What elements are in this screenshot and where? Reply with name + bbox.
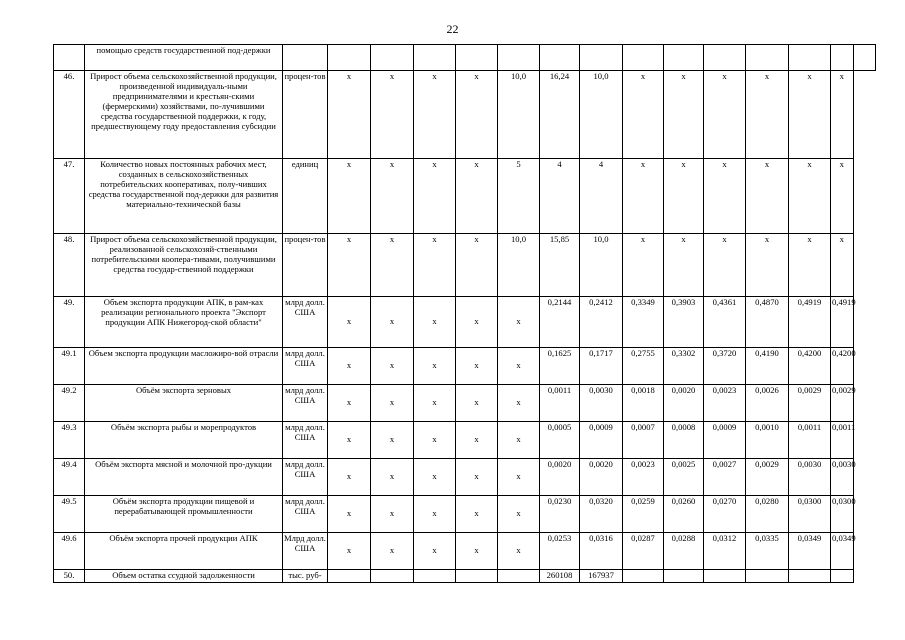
value-cell: х (414, 533, 456, 570)
indicator-name-cell: Объем экспорта продукции масложиро-вой отрасли (85, 348, 283, 385)
unit-cell: процен-тов (283, 234, 328, 297)
page-number: 22 (446, 22, 459, 36)
value-cell: 0,0027 (704, 459, 746, 496)
value-cell: 10,0 (580, 71, 623, 159)
value-cell: 0,0029 (789, 385, 831, 422)
row-number-cell: 50. (54, 570, 85, 583)
value-cell: 0,0020 (540, 459, 580, 496)
value-cell: 0,0287 (623, 533, 664, 570)
value-cell: 0,0280 (746, 496, 789, 533)
value-cell: 0,4361 (704, 297, 746, 348)
value-cell: х (831, 159, 854, 234)
unit-cell (283, 45, 328, 71)
value-cell: х (746, 234, 789, 297)
value-cell: 0,0029 (831, 385, 854, 422)
value-cell (664, 45, 704, 71)
value-cell: 0,0300 (831, 496, 854, 533)
value-cell: 0,4919 (831, 297, 854, 348)
value-cell: 0,3302 (664, 348, 704, 385)
value-cell: х (831, 71, 854, 159)
value-cell: х (498, 297, 540, 348)
value-cell (498, 570, 540, 583)
indicator-name-cell: Объем экспорта продукции АПК, в рам-ках реализации регионального проекта "Экспорт продукции АПК Нижегород-ской области" (85, 297, 283, 348)
value-cell: 15,85 (540, 234, 580, 297)
value-cell: х (789, 71, 831, 159)
indicator-name-cell: Объём экспорта прочей продукции АПК (85, 533, 283, 570)
value-cell (831, 570, 854, 583)
value-cell: 0,2144 (540, 297, 580, 348)
value-cell: х (371, 496, 414, 533)
value-cell: 0,4190 (746, 348, 789, 385)
value-cell: 4 (540, 159, 580, 234)
value-cell: 0,0349 (789, 533, 831, 570)
value-cell: х (456, 385, 498, 422)
value-cell (456, 570, 498, 583)
value-cell: 16,24 (540, 71, 580, 159)
row-number-cell: 49.1 (54, 348, 85, 385)
value-cell: х (414, 297, 456, 348)
table-row (54, 422, 876, 459)
value-cell: 0,2755 (623, 348, 664, 385)
value-cell: х (498, 533, 540, 570)
value-cell (371, 45, 414, 71)
value-cell: х (456, 348, 498, 385)
value-cell: 0,3720 (704, 348, 746, 385)
unit-cell: млрд долл. США (283, 459, 328, 496)
row-number-cell: 49.2 (54, 385, 85, 422)
row-number-cell: 48. (54, 234, 85, 297)
unit-cell: тыс. руб- (283, 570, 328, 583)
value-cell (328, 45, 371, 71)
value-cell (853, 45, 876, 71)
value-cell: х (414, 496, 456, 533)
value-cell: 0,0009 (580, 422, 623, 459)
table-row (54, 159, 876, 234)
value-cell: х (456, 496, 498, 533)
value-cell: 0,0023 (704, 385, 746, 422)
indicator-name-cell: Прирост объема сельскохозяйственной продукции, произведенной индивидуаль-ными предпринимателями и крестьян-скими (фермерскими) хозяйствами, по-лучившими средства государственной поддержки, к году, предшествующему году предоставления субсидии (85, 71, 283, 159)
value-cell: 10,0 (498, 234, 540, 297)
value-cell: х (789, 234, 831, 297)
table-row (54, 71, 876, 159)
value-cell: х (456, 159, 498, 234)
value-cell: х (456, 71, 498, 159)
value-cell: х (414, 159, 456, 234)
value-cell: х (371, 234, 414, 297)
value-cell: х (371, 71, 414, 159)
value-cell: 0,0349 (831, 533, 854, 570)
value-cell: х (746, 159, 789, 234)
table-row (54, 297, 876, 348)
indicator-name-cell: Объём экспорта продукции пищевой и перерабатывающей промышленности (85, 496, 283, 533)
value-cell: 0,0011 (540, 385, 580, 422)
row-number-cell: 49.5 (54, 496, 85, 533)
value-cell: 0,0008 (664, 422, 704, 459)
table-row (54, 496, 876, 533)
value-cell: х (414, 234, 456, 297)
value-cell: 0,3349 (623, 297, 664, 348)
value-cell: 0,0026 (746, 385, 789, 422)
value-cell: х (456, 533, 498, 570)
value-cell: х (623, 159, 664, 234)
unit-cell: млрд долл. США (283, 422, 328, 459)
value-cell: х (498, 459, 540, 496)
row-number-cell: 49. (54, 297, 85, 348)
value-cell: 0,0011 (831, 422, 854, 459)
row-number-cell: 49.4 (54, 459, 85, 496)
value-cell: 167937 (580, 570, 623, 583)
value-cell: х (456, 234, 498, 297)
indicator-name-cell: Объем остатка ссудной задолженности (85, 570, 283, 583)
value-cell (704, 45, 746, 71)
value-cell: х (328, 533, 371, 570)
value-cell: 0,0025 (664, 459, 704, 496)
table-row (54, 385, 876, 422)
value-cell: х (328, 348, 371, 385)
value-cell: х (328, 459, 371, 496)
value-cell: х (498, 496, 540, 533)
value-cell: 0,0320 (580, 496, 623, 533)
value-cell: 0,1717 (580, 348, 623, 385)
value-cell (328, 570, 371, 583)
value-cell (456, 45, 498, 71)
value-cell: 0,0288 (664, 533, 704, 570)
value-cell (789, 45, 831, 71)
value-cell (371, 570, 414, 583)
table-row (54, 570, 876, 583)
indicator-name-cell: Количество новых постоянных рабочих мест, созданных в сельскохозяйственных потребительских кооперативах, полу-чивших средства государственной под-держки для развития материально-технической базы (85, 159, 283, 234)
value-cell: 0,0030 (831, 459, 854, 496)
value-cell: х (414, 459, 456, 496)
value-cell (831, 45, 854, 71)
value-cell: 0,0030 (580, 385, 623, 422)
value-cell: х (328, 496, 371, 533)
value-cell: 0,0029 (746, 459, 789, 496)
value-cell (746, 570, 789, 583)
value-cell: х (664, 234, 704, 297)
value-cell: 0,0253 (540, 533, 580, 570)
value-cell: 0,4919 (789, 297, 831, 348)
value-cell: х (371, 385, 414, 422)
value-cell: 0,0020 (664, 385, 704, 422)
value-cell: х (328, 422, 371, 459)
indicators-table (53, 44, 876, 583)
row-number-cell: 49.3 (54, 422, 85, 459)
row-number-cell: 49.6 (54, 533, 85, 570)
value-cell: х (371, 459, 414, 496)
value-cell: х (623, 71, 664, 159)
value-cell: 5 (498, 159, 540, 234)
value-cell: х (328, 234, 371, 297)
value-cell: 0,0312 (704, 533, 746, 570)
row-number-cell (54, 45, 85, 71)
value-cell: х (704, 234, 746, 297)
value-cell: х (704, 71, 746, 159)
value-cell: 0,0020 (580, 459, 623, 496)
value-cell: х (456, 459, 498, 496)
value-cell: х (664, 71, 704, 159)
value-cell (580, 45, 623, 71)
value-cell: х (704, 159, 746, 234)
value-cell: 0,0011 (789, 422, 831, 459)
unit-cell: млрд долл. США (283, 297, 328, 348)
value-cell: 0,0007 (623, 422, 664, 459)
value-cell: 0,0259 (623, 496, 664, 533)
table-body (54, 45, 876, 583)
value-cell: 0,0009 (704, 422, 746, 459)
value-cell: 4 (580, 159, 623, 234)
value-cell: 260108 (540, 570, 580, 583)
value-cell: х (623, 234, 664, 297)
value-cell: 0,3903 (664, 297, 704, 348)
value-cell: 0,1625 (540, 348, 580, 385)
indicator-name-cell: Объём экспорта рыбы и морепродуктов (85, 422, 283, 459)
value-cell: 0,0335 (746, 533, 789, 570)
unit-cell: Млрд долл. США (283, 533, 328, 570)
value-cell (498, 45, 540, 71)
indicator-name-cell: Прирост объема сельскохозяйственной продукции, реализованной сельскохозяй-ственными потребительскими коопера-тивами, получившими средства государ-ственной поддержки (85, 234, 283, 297)
value-cell: 0,0005 (540, 422, 580, 459)
value-cell: 0,0316 (580, 533, 623, 570)
row-number-cell: 46. (54, 71, 85, 159)
value-cell (623, 45, 664, 71)
value-cell: 0,0023 (623, 459, 664, 496)
unit-cell: млрд долл. США (283, 385, 328, 422)
value-cell: х (328, 297, 371, 348)
value-cell: х (831, 234, 854, 297)
value-cell (789, 570, 831, 583)
value-cell: 0,2412 (580, 297, 623, 348)
value-cell: х (371, 348, 414, 385)
table-row (54, 533, 876, 570)
value-cell: 0,4200 (831, 348, 854, 385)
row-number-cell: 47. (54, 159, 85, 234)
value-cell: 10,0 (580, 234, 623, 297)
value-cell (664, 570, 704, 583)
value-cell: х (664, 159, 704, 234)
table-row (54, 45, 876, 71)
value-cell (414, 570, 456, 583)
table-row (54, 459, 876, 496)
table-row (54, 234, 876, 297)
unit-cell: процен-тов (283, 71, 328, 159)
value-cell: х (414, 71, 456, 159)
value-cell (414, 45, 456, 71)
value-cell: х (328, 385, 371, 422)
value-cell: х (371, 533, 414, 570)
unit-cell: млрд долл. США (283, 348, 328, 385)
value-cell: х (498, 348, 540, 385)
value-cell: х (414, 422, 456, 459)
value-cell: х (371, 422, 414, 459)
value-cell: 0,0030 (789, 459, 831, 496)
table-row (54, 348, 876, 385)
value-cell: 0,0270 (704, 496, 746, 533)
indicator-name-cell: Объём экспорта зерновых (85, 385, 283, 422)
indicator-name-cell: помощью средств государственной под-держки (85, 45, 283, 71)
value-cell: х (789, 159, 831, 234)
value-cell: 0,0018 (623, 385, 664, 422)
value-cell: х (746, 71, 789, 159)
value-cell: 0,0010 (746, 422, 789, 459)
value-cell: 0,4870 (746, 297, 789, 348)
value-cell (704, 570, 746, 583)
value-cell: х (498, 422, 540, 459)
value-cell: х (414, 348, 456, 385)
value-cell: х (498, 385, 540, 422)
value-cell: 0,4200 (789, 348, 831, 385)
value-cell: 0,0260 (664, 496, 704, 533)
value-cell: 0,0300 (789, 496, 831, 533)
value-cell: х (328, 159, 371, 234)
value-cell: х (371, 297, 414, 348)
value-cell: х (456, 297, 498, 348)
unit-cell: млрд долл. США (283, 496, 328, 533)
value-cell: х (456, 422, 498, 459)
value-cell: х (414, 385, 456, 422)
unit-cell: единиц (283, 159, 328, 234)
value-cell (623, 570, 664, 583)
value-cell: 0,0230 (540, 496, 580, 533)
value-cell (746, 45, 789, 71)
value-cell: х (371, 159, 414, 234)
value-cell (540, 45, 580, 71)
value-cell: х (328, 71, 371, 159)
value-cell: 10,0 (498, 71, 540, 159)
indicator-name-cell: Объём экспорта мясной и молочной про-дукции (85, 459, 283, 496)
